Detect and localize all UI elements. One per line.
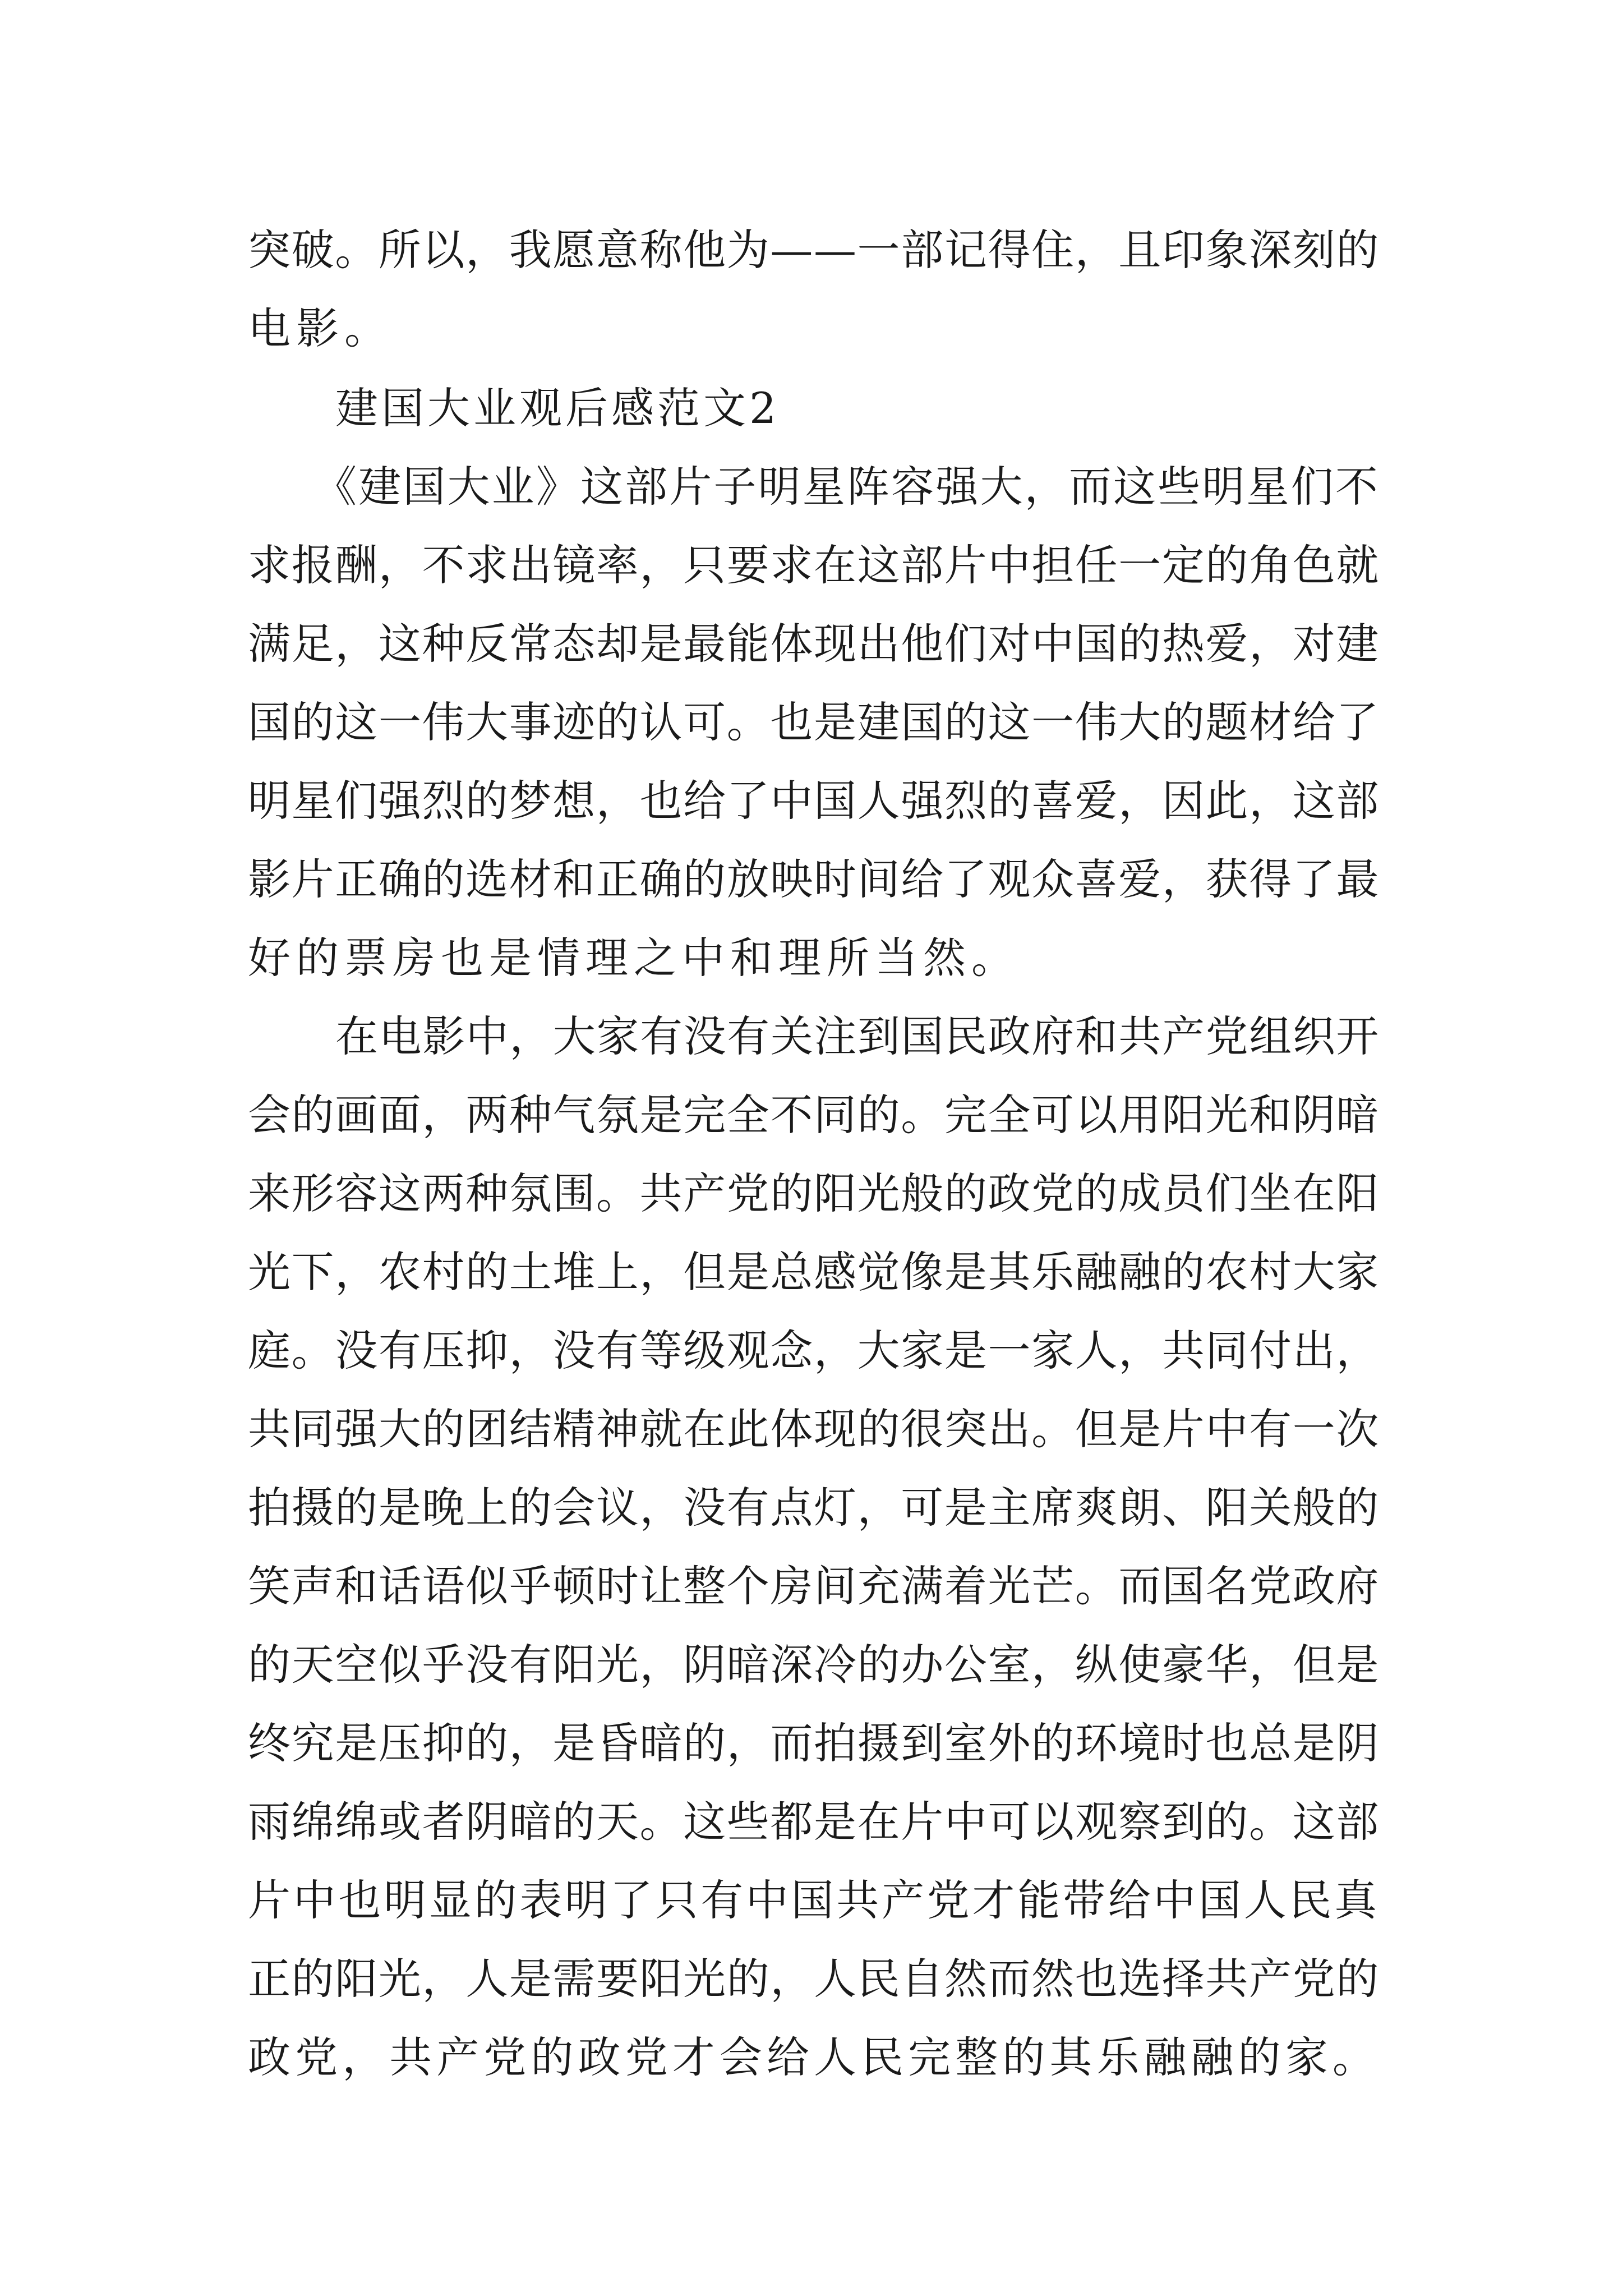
text-line: 光下，农村的土堆上，但是总感觉像是其乐融融的农村大家 [248, 1247, 1380, 1297]
text-line: 来形容这两种氛围。共产党的阳光般的政党的成员们坐在阳 [248, 1168, 1380, 1218]
text-line: 影片正确的选材和正确的放映时间给了观众喜爱，获得了最 [248, 854, 1380, 904]
text-line: 突破。所以，我愿意称他为——一部记得住，且印象深刻的 [248, 225, 1380, 275]
text-line: 求报酬，不求出镜率，只要求在这部片中担任一定的角色就 [248, 540, 1380, 590]
text-line: 国的这一伟大事迹的认可。也是建国的这一伟大的题材给了 [248, 697, 1380, 747]
text-line: 共同强大的团结精神就在此体现的很突出。但是片中有一次 [248, 1404, 1380, 1454]
text-line: 的天空似乎没有阳光，阴暗深冷的办公室，纵使豪华，但是 [248, 1640, 1380, 1690]
text-line: 明星们强烈的梦想，也给了中国人强烈的喜爱，因此，这部 [248, 776, 1380, 826]
text-line: 笑声和话语似乎顿时让整个房间充满着光芒。而国名党政府 [248, 1561, 1380, 1611]
text-line: 庭。没有压抑，没有等级观念，大家是一家人，共同付出， [248, 1326, 1380, 1375]
section-title: 建国大业观后感范文2 [335, 383, 780, 433]
text-line: 满足，这种反常态却是最能体现出他们对中国的热爱，对建 [248, 619, 1380, 669]
text-line: 政党，共产党的政党才会给人民完整的其乐融融的家。 [248, 2032, 1380, 2082]
text-line: 在电影中，大家有没有关注到国民政府和共产党组织开 [335, 1011, 1380, 1061]
text-line: 片中也明显的表明了只有中国共产党才能带给中国人民真 [248, 1875, 1380, 1925]
text-line: 《建国大业》这部片子明星阵容强大，而这些明星们不 [314, 462, 1380, 512]
text-line: 电影。 [248, 303, 393, 353]
text-line: 正的阳光，人是需要阳光的，人民自然而然也选择共产党的 [248, 1954, 1380, 2004]
text-line: 会的画面，两种气氛是完全不同的。完全可以用阳光和阴暗 [248, 1090, 1380, 1140]
text-line: 雨绵绵或者阴暗的天。这些都是在片中可以观察到的。这部 [248, 1797, 1380, 1847]
text-line: 拍摄的是晚上的会议，没有点灯，可是主席爽朗、阳关般的 [248, 1483, 1380, 1533]
text-line: 好的票房也是情理之中和理所当然。 [248, 933, 1020, 983]
text-line: 终究是压抑的，是昏暗的，而拍摄到室外的环境时也总是阴 [248, 1718, 1380, 1768]
